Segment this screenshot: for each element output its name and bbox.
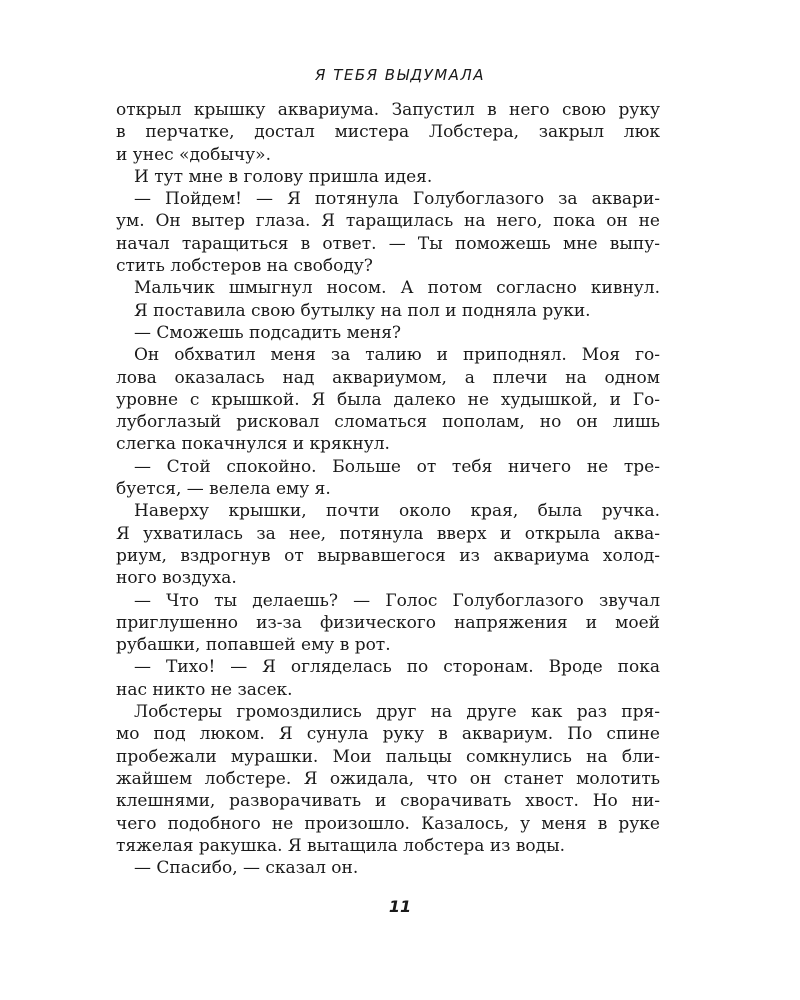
text-line: мо под люком. Я сунула руку в аквариум. По спине (116, 724, 660, 745)
text-line: — Тихо! — Я огляделась по сторонам. Вроде пока (134, 657, 660, 678)
text-line: — Сможешь подсадить меня? (134, 322, 402, 343)
text-line: рубашки, попавшей ему в рот. (116, 635, 391, 656)
text-line: лубоглазый рисковал сломаться пополам, но он лишь (116, 412, 660, 433)
text-line: И тут мне в голову пришла идея. (134, 166, 433, 187)
text-line: лова оказалась над аквариумом, а плечи на одном (116, 367, 660, 388)
text-line: пробежали мурашки. Мои пальцы сомкнулись на бли- (116, 746, 660, 767)
text-line: нас никто не засек. (116, 679, 293, 700)
text-line: Я поставила свою бутылку на пол и подняла руки. (134, 300, 591, 321)
text-line: Лобстеры громоздились друг на друге как раз пря- (134, 702, 660, 723)
text-line: ного воздуха. (116, 568, 237, 589)
text-line: риум, вздрогнув от вырвавшегося из аквариума холод- (116, 545, 660, 566)
text-line: — Пойдем! — Я потянула Голубоглазого за аквари- (134, 189, 660, 210)
text-line: чего подобного не произошло. Казалось, у меня в руке (116, 813, 660, 834)
text-line: приглушенно из-за физического напряжения и моей (116, 612, 660, 633)
text-line: жайшем лобстере. Я ожидала, что он станет молотить (116, 768, 660, 789)
text-line: открыл крышку аквариума. Запустил в него свою руку (116, 100, 660, 120)
text-line: Я ухватилась за нее, потянула вверх и открыла аква- (116, 523, 660, 544)
text-line: ум. Он вытер глаза. Я таращилась на него, пока он не (116, 211, 660, 232)
text-line: в перчатке, достал мистера Лобстера, закрыл люк (116, 122, 660, 143)
text-line: буется, — велела ему я. (116, 479, 331, 500)
text-line: тяжелая ракушка. Я вытащила лобстера из воды. (116, 835, 566, 856)
text-line: — Стой спокойно. Больше от тебя ничего не тре- (134, 456, 660, 477)
page-number: 11 (388, 897, 412, 916)
text-line: начал таращиться в ответ. — Ты поможешь мне выпу- (116, 233, 660, 254)
text-line: и унес «добычу». (116, 144, 271, 165)
text-line: Мальчик шмыгнул носом. А потом согласно кивнул. (134, 278, 660, 299)
body-text (116, 99, 660, 879)
text-line: Он обхватил меня за талию и приподнял. Моя го- (134, 345, 660, 366)
text-line: слегка покачнулся и крякнул. (116, 434, 390, 455)
running-header: Я ТЕБЯ ВЫДУМАЛА (315, 66, 485, 84)
text-line: стить лобстеров на свободу? (116, 256, 373, 277)
text-line: — Спасибо, — сказал он. (134, 858, 359, 879)
text-line: Наверху крышки, почти около края, была ручка. (134, 501, 660, 522)
text-line: — Что ты делаешь? — Голос Голубоглазого звучал (134, 590, 660, 611)
text-line: уровне с крышкой. Я была далеко не худышкой, и Го- (116, 389, 660, 410)
text-line: клешнями, разворачивать и сворачивать хвост. Но ни- (116, 791, 660, 812)
